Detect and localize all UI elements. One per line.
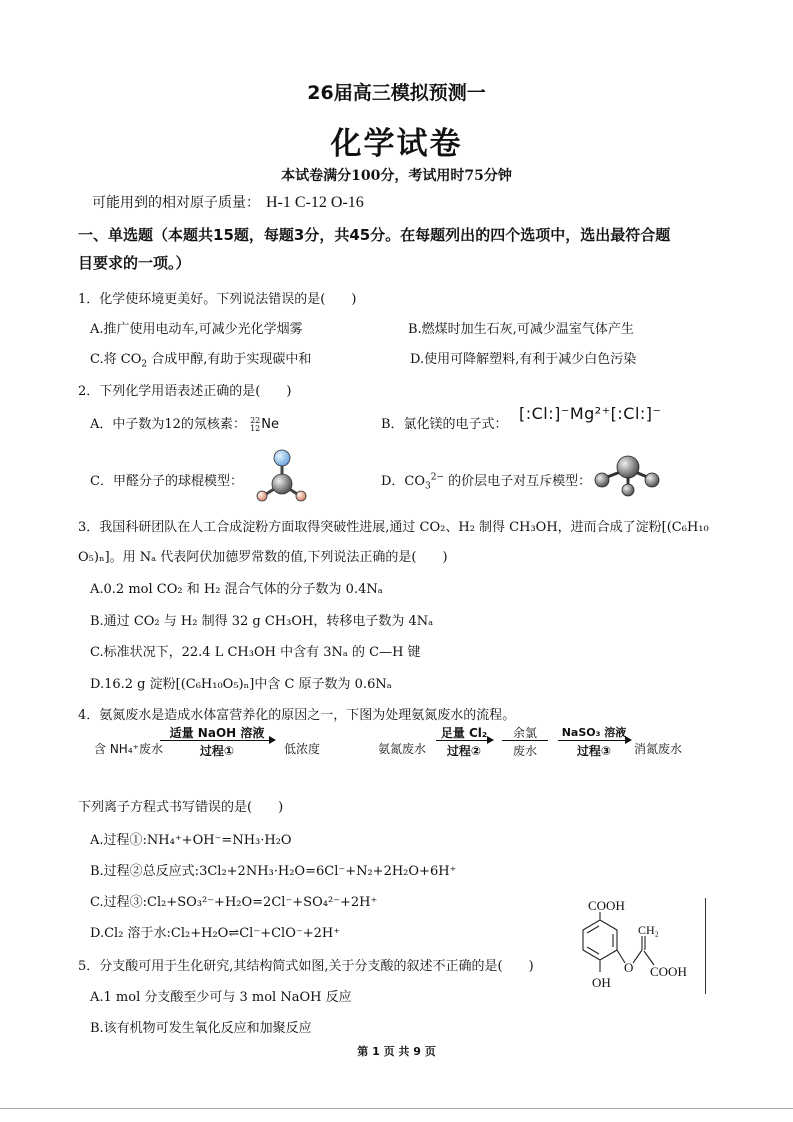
q3-option-c: C.标准状况下，22.4 L CH₃OH 中含有 3Nₐ 的 C—H 键 [90,645,421,660]
flow-end: 消氮废水 [634,742,683,756]
q2-stem: 2．下列化学用语表述正确的是( ) [78,384,292,399]
q1-stem: 1．化学使环境更美好。下列说法错误的是( ) [78,292,357,307]
carbon-atom [272,474,292,494]
q2-a-text: A．中子数为12的氖核素： [90,417,246,432]
cooh-top-label: COOH [588,898,625,913]
q3-stem-line1: 3．我国科研团队在人工合成淀粉方面取得突破性进展,通过 CO₂、H₂ 制得 CH₃OH，进而合成了淀粉[(C₆H₁₀ [78,520,709,535]
flow-arrow-3-process: 过程③ [576,744,612,758]
oh-label: OH [592,975,611,990]
q2-option-a [90,413,279,433]
q1-c-sub: 2 [141,359,148,370]
q2-a-nuclide-numbers [250,417,260,433]
q4-option-d: D.Cl₂ 溶于水:Cl₂+H₂O⇌Cl⁻+ClO⁻+2H⁺ [90,926,341,941]
q2-a-mass-number: 22 [250,415,261,425]
q1-option-d: D.使用可降解塑料,有利于减少白色污染 [410,352,637,367]
chorismic-acid-structure [570,896,702,992]
q4-option-c: C.过程③:Cl₂+SO₃²⁻+H₂O=2Cl⁻+SO₄²⁻+2H⁺ [90,895,378,910]
q2-option-c: C．甲醛分子的球棍模型： [90,474,243,489]
q4-sub-stem: 下列离子方程式书写错误的是( ) [78,800,284,815]
vsepr-outer-atom-left [595,473,609,487]
q2-option-b [381,413,508,432]
q1-option-c [90,348,311,370]
q3-stem-line2: O₅)ₙ]。用 Nₐ 代表阿伏加德罗常数的值,下列说法正确的是( ) [78,550,448,565]
flow-residual-chlorine-bottom: 废水 [512,744,537,758]
ether-oxygen-label: O [624,960,634,975]
q2-a-symbol: Ne [261,417,279,432]
q2-b-electron-formula: [:Cl:]⁻Mg²⁺[:Cl:]⁻ [519,404,662,423]
oxygen-atom [274,450,290,466]
carboxyl-bond [644,951,654,965]
flow-low-concentration: 低浓度 [284,742,321,756]
flow-arrow-2-line [436,740,492,741]
flow-arrow-1-reagent: 适量 NaOH 溶液 [169,726,265,740]
vsepr-outer-atom-right [645,473,659,487]
flow-residual-chlorine-top: 余氯 [512,726,537,740]
formaldehyde-ball-stick-model [250,446,308,504]
atomic-masses-values: H-1 C-12 O-16 [266,194,364,211]
atomic-masses [92,192,364,212]
flow-start: 含 NH₄⁺废水 [94,742,163,756]
section-heading-line2: 目要求的一项。） [78,254,191,272]
vsepr-outer-atom-bottom [622,484,634,496]
ch2-label: CH₂ [638,923,659,937]
q3-option-b: B.通过 CO₂ 与 H₂ 制得 32 g CH₃OH，转移电子数为 4Nₐ [90,614,434,629]
q4-option-a: A.过程①:NH₄⁺+OH⁻=NH₃·H₂O [90,833,292,848]
exam-info: 本试卷满分100分，考试用时75分钟 [281,168,512,184]
q2-d-sub: 3 [425,481,431,492]
q4-stem: 4．氨氮废水是造成水体富营养化的原因之一，下图为处理氨氮废水的流程。 [78,708,516,723]
flow-residual-chlorine-line [502,740,548,741]
q1-option-a: A.推广使用电动车,可减少光化学烟雾 [90,322,303,337]
q2-b-text: B．氯化镁的电子式： [381,417,508,432]
vsepr-center-atom [617,456,639,478]
flow-ammonia-wastewater: 氨氮废水 [378,742,427,756]
hydrogen-atom-left [257,491,267,501]
subject-title: 化学试卷 [330,126,463,162]
flow-arrow-1 [160,724,274,760]
bottom-divider [0,1108,793,1109]
margin-rule [705,898,706,994]
q3-option-a: A.0.2 mol CO₂ 和 H₂ 混合气体的分子数为 0.4Nₐ [90,582,383,597]
q4-option-b: B.过程②总反应式:3Cl₂+2NH₃·H₂O=6Cl⁻+N₂+2H₂O+6H⁺ [90,864,457,879]
cooh-right-label: COOH [650,964,687,979]
flow-arrow-3 [558,724,630,760]
q2-d-pre: D．CO [381,474,426,489]
q2-d-post: 的价层电子对互斥模型： [444,474,592,489]
flow-arrow-2-reagent: 足量 Cl₂ [440,726,488,740]
flow-arrow-3-reagent: NaSO₃ 溶液 [561,726,627,739]
page-number: 第 1 页 共 9 页 [357,1045,436,1058]
section-heading-line1: 一、单选题（本题共15题，每题3分，共45分。在每题列出的四个选项中，选出最符合题 [78,226,671,244]
flow-arrow-1-process: 过程① [199,744,235,758]
q2-a-atomic-number: 12 [250,423,261,433]
ether-bond-right [633,950,642,963]
hydrogen-atom-right [296,491,306,501]
flow-arrow-3-line [558,740,630,741]
flow-arrow-1-line [160,740,274,741]
exam-title: 26届高三模拟预测一 [307,82,486,104]
flow-residual-chlorine [502,724,548,760]
q2-option-d [381,470,591,492]
q1-c-post: 合成甲醇,有助于实现碳中和 [147,352,312,367]
q5-option-a: A.1 mol 分支酸至少可与 3 mol NaOH 反应 [90,990,352,1005]
carbonate-vsepr-model [590,453,664,499]
atomic-masses-label: 可能用到的相对原子质量： [92,195,260,211]
q3-option-d: D.16.2 g 淀粉[(C₆H₁₀O₅)ₙ]中含 C 原子数为 0.6Nₐ [90,677,392,692]
q1-c-pre: C.将 CO [90,352,142,367]
flow-arrow-2 [436,724,492,760]
q1-option-b: B.燃煤时加生石灰,可减少温室气体产生 [408,322,634,337]
q5-stem: 5．分支酸可用于生化研究,其结构简式如图,关于分支酸的叙述不正确的是( ) [78,959,534,974]
flow-arrow-2-process: 过程② [446,744,482,758]
q2-d-sup: 2− [430,472,445,483]
q5-option-b: B.该有机物可发生氧化反应和加聚反应 [90,1021,312,1036]
benzene-ring [583,920,617,960]
